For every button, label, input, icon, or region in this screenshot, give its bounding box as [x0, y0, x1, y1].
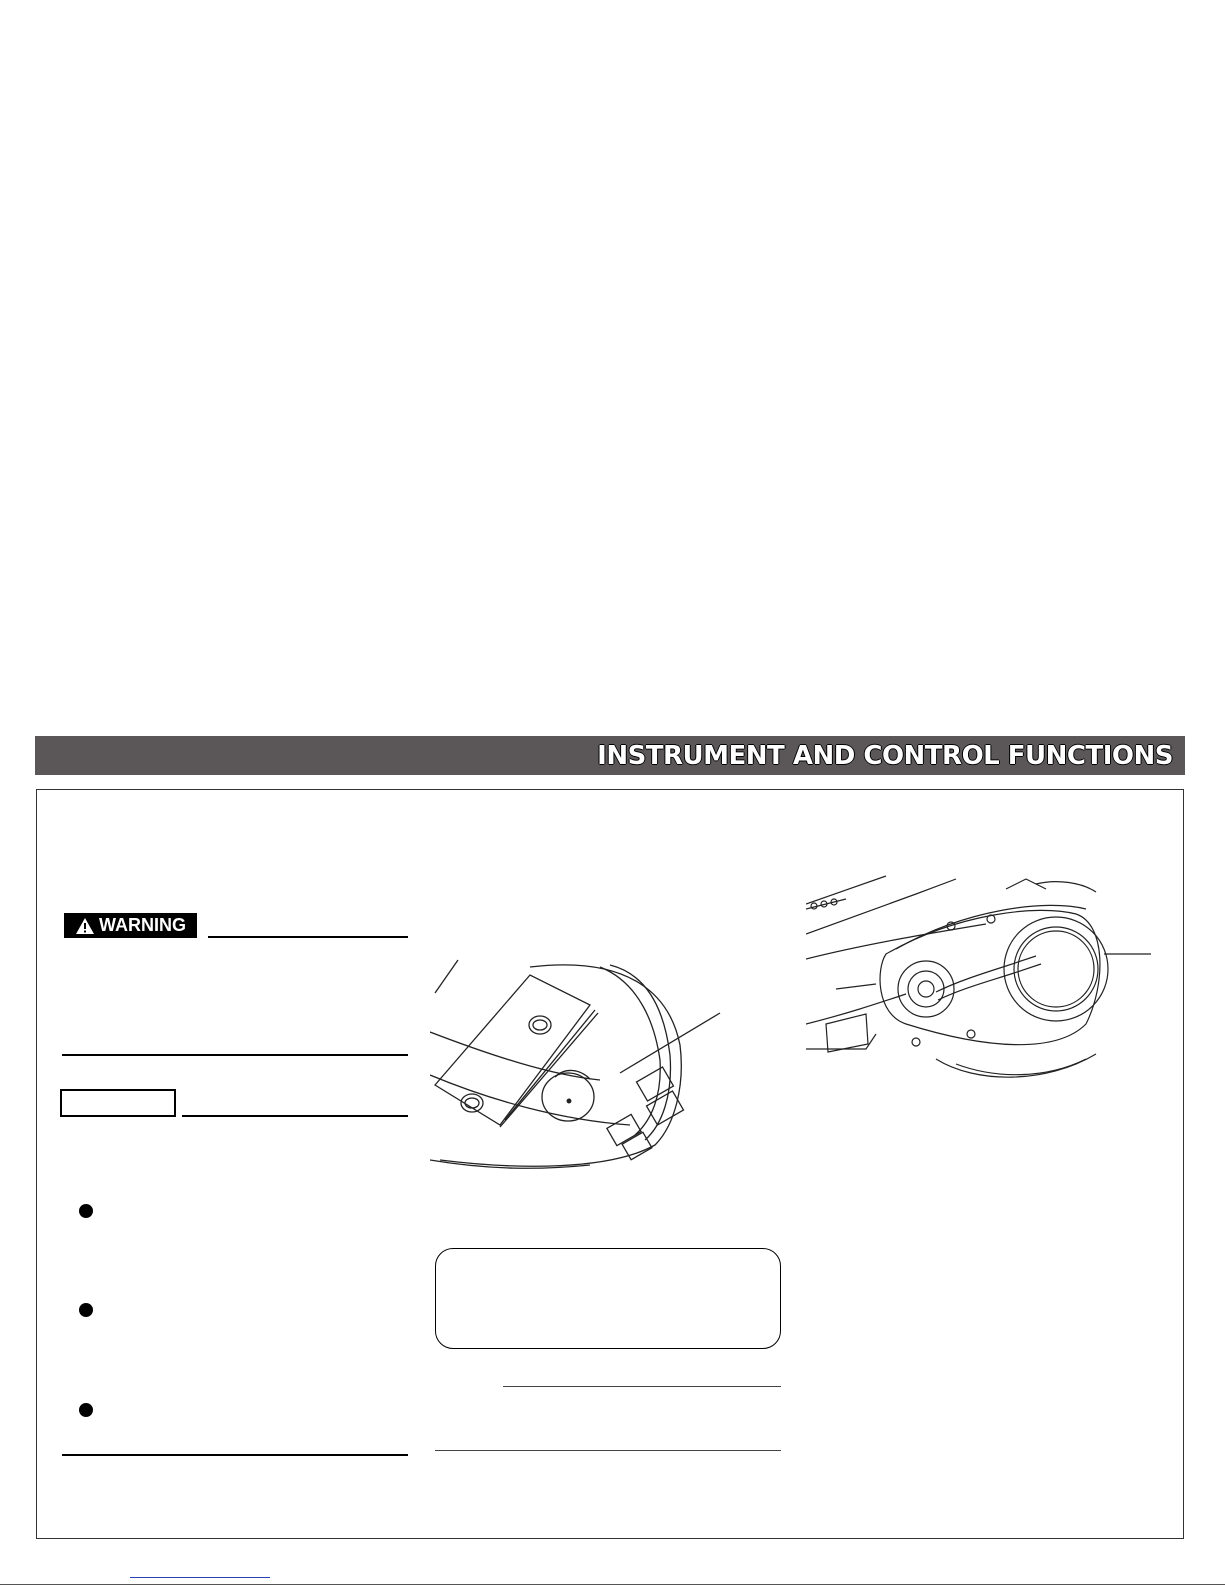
- middle-section-end-rule: [435, 1450, 781, 1451]
- bottom-link-underline: [130, 1577, 270, 1578]
- warning-end-rule: [62, 1054, 408, 1056]
- bullet-point: [79, 1303, 93, 1317]
- scooter-engine-side-drawing: [806, 874, 1176, 1084]
- warning-header-rule: [208, 936, 408, 938]
- notice-header-rule: [182, 1115, 408, 1117]
- section-title: INSTRUMENT AND CONTROL FUNCTIONS: [597, 741, 1173, 771]
- warning-label: [64, 913, 197, 938]
- section-header-bar: [35, 736, 1185, 775]
- notice-end-rule: [62, 1454, 408, 1456]
- note-box: [435, 1248, 781, 1349]
- notice-label-box: [60, 1089, 176, 1117]
- middle-section-rule: [503, 1386, 781, 1387]
- bullet-point: [79, 1204, 93, 1218]
- warning-triangle-icon: [75, 917, 95, 935]
- bullet-point: [79, 1403, 93, 1417]
- warning-label-text: WARNING: [99, 915, 186, 935]
- engine-casing-drawing: [430, 955, 785, 1185]
